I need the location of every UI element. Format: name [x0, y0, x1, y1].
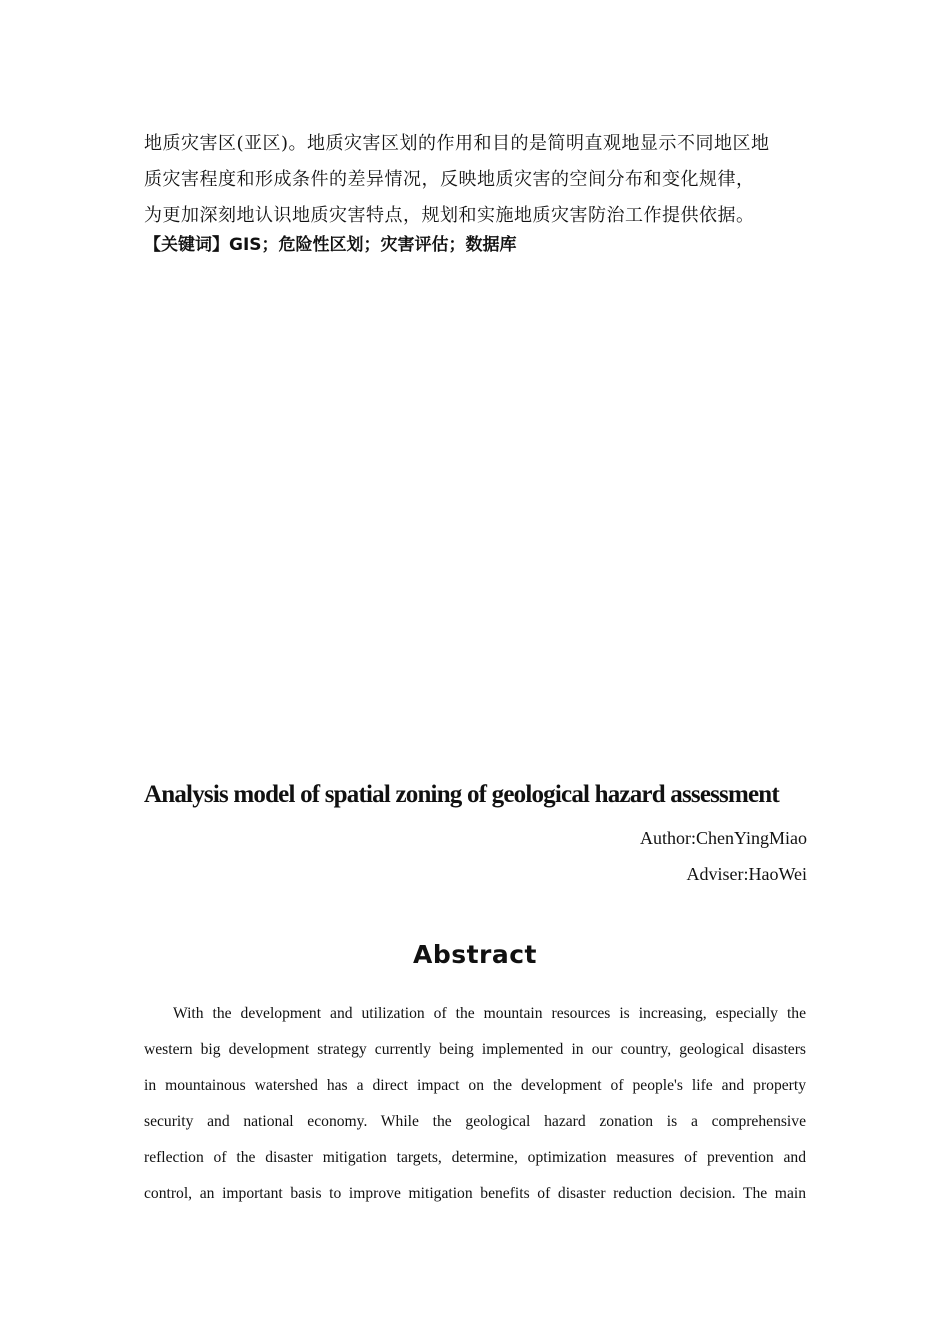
abstract-heading: Abstract: [412, 940, 538, 969]
chinese-paragraph-line: 为更加深刻地认识地质灾害特点，规划和实施地质灾害防治工作提供依据。: [144, 205, 755, 226]
author-line: Author:ChenYingMiao: [640, 828, 807, 848]
abstract-line: in mountainous watershed has a direct impact on the development of people's life and property: [144, 1077, 806, 1094]
keywords-line: 【关键词】GIS；危险性区划；灾害评估；数据库: [144, 235, 517, 255]
chinese-paragraph-line: 质灾害程度和形成条件的差异情况，反映地质灾害的空间分布和变化规律，: [144, 169, 755, 190]
abstract-line: control, an important basis to improve mitigation benefits of disaster reduction decision. The main: [144, 1185, 806, 1202]
abstract-body: [144, 996, 806, 1212]
abstract-line: security and national economy. While the geological hazard zonation is a comprehensive: [144, 1113, 806, 1130]
abstract-line: reflection of the disaster mitigation targets, determine, optimization measures of prevention and: [144, 1149, 806, 1166]
english-title: Analysis model of spatial zoning of geological hazard assessment: [144, 781, 779, 808]
adviser-line: Adviser:HaoWei: [686, 864, 807, 884]
chinese-abstract-paragraph: [144, 126, 808, 234]
abstract-line: With the development and utilization of the mountain resources is increasing, especially the: [173, 1005, 806, 1022]
chinese-paragraph-line: 地质灾害区(亚区)。地质灾害区划的作用和目的是简明直观地显示不同地区地: [144, 133, 770, 154]
abstract-line: western big development strategy currently being implemented in our country, geological disasters: [144, 1041, 806, 1058]
